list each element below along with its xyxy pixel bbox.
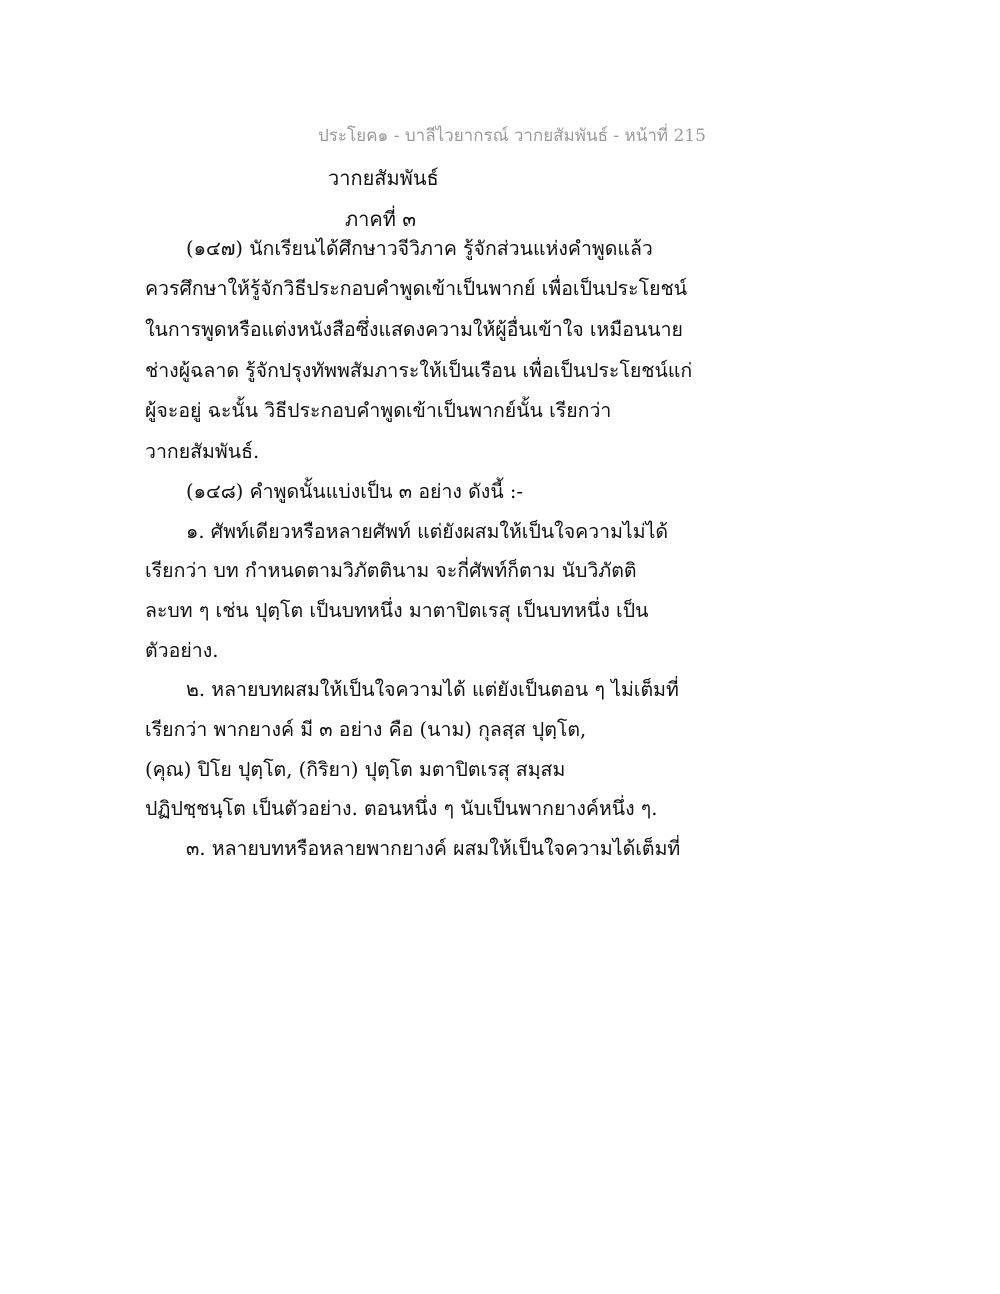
paragraph-line: ตัวอย่าง. [145, 639, 219, 662]
paragraph-line: (๑๔๗) นักเรียนได้ศึกษาวจีวิภาค รู้จักส่วนแห่งคำพูดแล้ว [186, 237, 653, 260]
paragraph-line: ๓. หลายบทหรือหลายพากยางค์ ผสมให้เป็นใจความได้เต็มที่ [186, 837, 681, 860]
running-header: ประโยค๑ - บาลีไวยากรณ์ วากยสัมพันธ์ - หน้าที่ 215 [318, 126, 706, 146]
paragraph-line: ๒. หลายบทผสมให้เป็นใจความได้ แต่ยังเป็นตอน ๆ ไม่เต็มที่ [186, 678, 679, 701]
paragraph-line: ควรศึกษาให้รู้จักวิธีประกอบคำพูดเข้าเป็นพากย์ เพื่อเป็นประโยชน์ [145, 277, 688, 300]
paragraph-line: ในการพูดหรือแต่งหนังสือซึ่งแสดงความให้ผู้อื่นเข้าใจ เหมือนนาย [145, 318, 683, 341]
section-subtitle: ภาคที่ ๓ [345, 207, 417, 231]
paragraph-line: ช่างผู้ฉลาด รู้จักปรุงทัพพสัมภาระให้เป็นเรือน เพื่อเป็นประโยชน์แก่ [145, 359, 693, 382]
paragraph-line: ปฏิปชฺชนฺโต เป็นตัวอย่าง. ตอนหนึ่ง ๆ นับเป็นพากยางค์หนึ่ง ๆ. [145, 797, 658, 820]
paragraph-line: ผู้จะอยู่ ฉะนั้น วิธีประกอบคำพูดเข้าเป็นพากย์นั้น เรียกว่า [145, 399, 612, 422]
section-title: วากยสัมพันธ์ [328, 166, 439, 190]
paragraph-line: ๑. ศัพท์เดียวหรือหลายศัพท์ แต่ยังผสมให้เป็นใจความไม่ได้ [186, 520, 669, 543]
paragraph-line: เรียกว่า บท กำหนดตามวิภัตตินาม จะกี่ศัพท์ก็ตาม นับวิภัตติ [145, 559, 637, 582]
paragraph-line: (คุณ) ปิโย ปุตฺโต, (กิริยา) ปุตฺโต มตาปิตเรสุ สมฺสม [145, 758, 566, 781]
paragraph-line: (๑๔๘) คำพูดนั้นแบ่งเป็น ๓ อย่าง ดังนี้ :- [186, 480, 524, 503]
paragraph-line: วากยสัมพันธ์. [145, 440, 260, 463]
paragraph-line: เรียกว่า พากยางค์ มี ๓ อย่าง คือ (นาม) กุลสฺส ปุตฺโต, [145, 718, 587, 741]
paragraph-line: ละบท ๆ เช่น ปุตฺโต เป็นบทหนึ่ง มาตาปิตเรสุ เป็นบทหนึ่ง เป็น [145, 599, 649, 622]
